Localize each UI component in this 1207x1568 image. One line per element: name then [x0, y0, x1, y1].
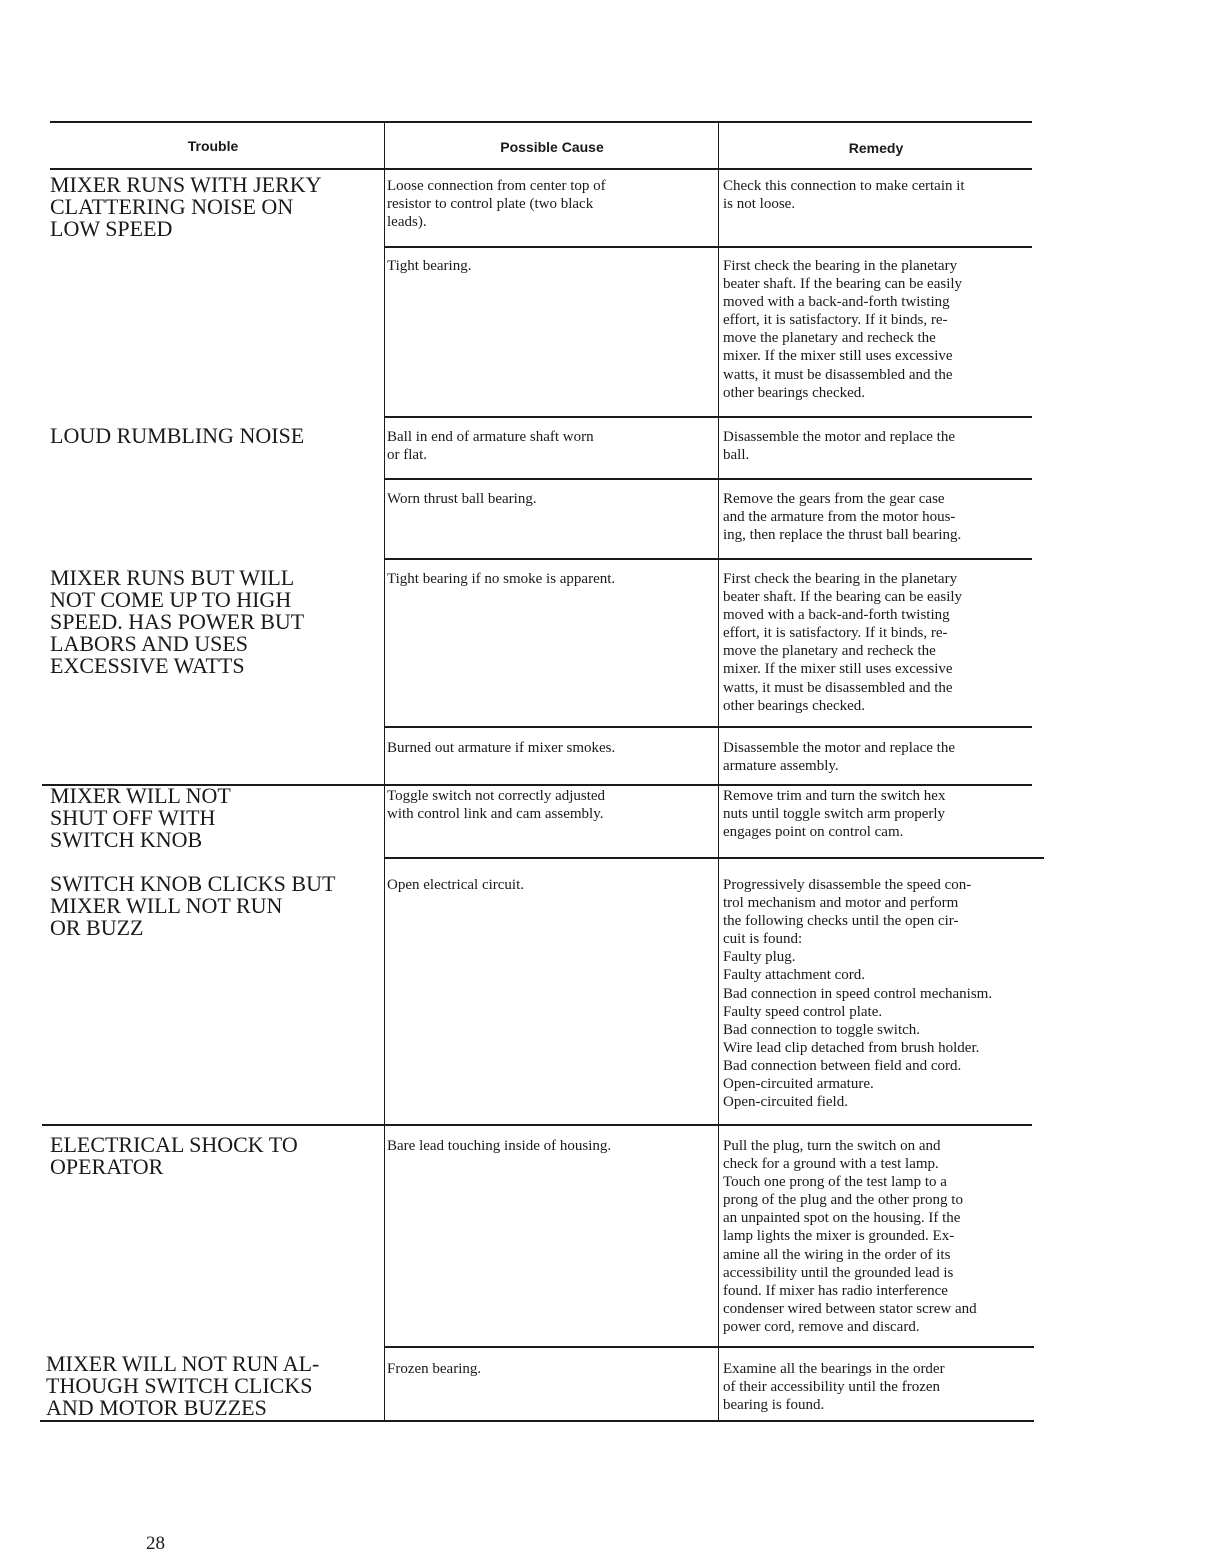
- cause-divider: [384, 726, 1032, 728]
- remedy-line: Faulty speed control plate.: [723, 1003, 883, 1020]
- table-top-rule: [50, 121, 1032, 123]
- remedy-line: Remove the gears from the gear case: [723, 491, 945, 507]
- row-divider: [384, 1346, 1034, 1348]
- remedy-line: move the planetary and recheck the: [723, 643, 936, 660]
- trouble-will-not-shut-off: [50, 785, 370, 851]
- remedy-line: found. If mixer has radio interference: [723, 1282, 948, 1299]
- trouble-jerky-clattering: [50, 174, 370, 240]
- cause-cell: [387, 1360, 712, 1378]
- remedy-cell: [723, 787, 1043, 841]
- trouble-line: EXCESSIVE WATTS: [50, 653, 245, 678]
- remedy-line: Bad connection to toggle switch.: [723, 1021, 921, 1038]
- remedy-line: Open-circuited field.: [723, 1094, 848, 1111]
- remedy-line: bearing is found.: [723, 1397, 825, 1414]
- remedy-line: Faulty attachment cord.: [723, 967, 866, 984]
- cause-line: Tight bearing if no smoke is apparent.: [387, 571, 616, 587]
- cause-line: Burned out armature if mixer smokes.: [387, 740, 616, 756]
- remedy-line: watts, it must be disassembled and the: [723, 366, 953, 383]
- remedy-line: Pull the plug, turn the switch on and: [723, 1138, 941, 1154]
- remedy-line: Disassemble the motor and replace the: [723, 429, 956, 445]
- column-divider-1: [384, 121, 385, 1421]
- remedy-line: an unpainted spot on the housing. If the: [723, 1210, 961, 1227]
- remedy-line: engages point on control cam.: [723, 824, 904, 841]
- trouble-line: MIXER WILL NOT RUN: [50, 893, 283, 918]
- cause-cell: [387, 177, 712, 231]
- remedy-line: First check the bearing in the planetary: [723, 571, 958, 587]
- header-bottom-rule: [50, 168, 1032, 170]
- trouble-line: MIXER RUNS BUT WILL: [50, 565, 295, 590]
- header-remedy: Remedy: [848, 140, 904, 156]
- remedy-cell: [723, 177, 1043, 213]
- trouble-line: MIXER RUNS WITH JERKY: [50, 172, 322, 197]
- trouble-line: NOT COME UP TO HIGH: [50, 587, 292, 612]
- cause-cell: [387, 1137, 712, 1155]
- cause-cell: [387, 257, 712, 275]
- row-divider: [384, 416, 1032, 418]
- trouble-line: LOUD RUMBLING NOISE: [50, 423, 305, 448]
- remedy-line: Touch one prong of the test lamp to a: [723, 1174, 947, 1191]
- remedy-cell: [723, 1137, 1043, 1336]
- remedy-line: power cord, remove and discard.: [723, 1318, 920, 1335]
- remedy-line: Disassemble the motor and replace the: [723, 740, 956, 756]
- trouble-line: THOUGH SWITCH CLICKS: [46, 1373, 313, 1398]
- trouble-will-not-run-buzzes: [46, 1353, 366, 1419]
- page-number: 28: [146, 1533, 165, 1554]
- remedy-line: ing, then replace the thrust ball bearing.: [723, 527, 962, 544]
- cause-line: Toggle switch not correctly adjusted: [387, 788, 606, 804]
- cause-line: with control link and cam assembly.: [387, 806, 604, 823]
- remedy-cell: [723, 1360, 1043, 1414]
- trouble-line: OR BUZZ: [50, 915, 144, 940]
- header-trouble: Trouble: [187, 138, 239, 154]
- remedy-line: Faulty plug.: [723, 949, 796, 966]
- trouble-line: CLATTERING NOISE ON: [50, 194, 294, 219]
- remedy-line: effort, it is satisfactory. If it binds, re-: [723, 312, 948, 329]
- trouble-loud-rumbling: [50, 425, 370, 447]
- cause-line: Tight bearing.: [387, 258, 472, 274]
- cause-cell: [387, 490, 712, 508]
- remedy-cell: [723, 490, 1043, 544]
- remedy-line: condenser wired between stator screw and: [723, 1300, 977, 1317]
- remedy-line: Examine all the bearings in the order: [723, 1361, 945, 1377]
- remedy-line: Wire lead clip detached from brush holder.: [723, 1039, 980, 1056]
- cause-line: Bare lead touching inside of housing.: [387, 1138, 612, 1154]
- remedy-line: moved with a back-and-forth twisting: [723, 294, 950, 311]
- cause-line: resistor to control plate (two black: [387, 196, 594, 213]
- remedy-line: First check the bearing in the planetary: [723, 258, 958, 274]
- remedy-line: Remove trim and turn the switch hex: [723, 788, 946, 804]
- remedy-cell: [723, 257, 1043, 402]
- remedy-line: ball.: [723, 447, 750, 464]
- trouble-electrical-shock: [50, 1134, 370, 1178]
- row-divider: [384, 857, 1044, 859]
- remedy-line: watts, it must be disassembled and the: [723, 679, 953, 696]
- column-divider-2: [718, 121, 719, 1421]
- remedy-line: prong of the plug and the other prong to: [723, 1192, 963, 1209]
- remedy-line: and the armature from the motor hous-: [723, 509, 956, 526]
- trouble-line: AND MOTOR BUZZES: [46, 1395, 267, 1420]
- cause-line: Ball in end of armature shaft worn: [387, 429, 594, 445]
- cause-cell: [387, 570, 712, 588]
- remedy-line: Open-circuited armature.: [723, 1076, 874, 1093]
- cause-cell: [387, 428, 712, 464]
- remedy-line: of their accessibility until the frozen: [723, 1379, 941, 1396]
- cause-line: leads).: [387, 214, 427, 231]
- trouble-line: SWITCH KNOB: [50, 827, 203, 852]
- cause-divider: [384, 246, 1032, 248]
- trouble-line: ELECTRICAL SHOCK TO: [50, 1132, 298, 1157]
- row-divider: [42, 1124, 1032, 1126]
- trouble-line: MIXER WILL NOT: [50, 783, 231, 808]
- remedy-line: accessibility until the grounded lead is: [723, 1264, 954, 1281]
- cause-line: Frozen bearing.: [387, 1361, 482, 1377]
- header-possible-cause: Possible Cause: [500, 139, 604, 155]
- remedy-cell: [723, 428, 1043, 464]
- remedy-line: nuts until toggle switch arm properly: [723, 806, 946, 823]
- remedy-line: armature assembly.: [723, 758, 839, 775]
- remedy-line: check for a ground with a test lamp.: [723, 1156, 939, 1173]
- trouble-runs-not-high-speed: [50, 567, 370, 677]
- table-bottom-rule: [40, 1420, 1034, 1422]
- remedy-cell: [723, 876, 1043, 1111]
- cause-cell: [387, 739, 712, 757]
- remedy-cell: [723, 739, 1043, 775]
- cause-cell: [387, 787, 712, 823]
- trouble-line: LABORS AND USES: [50, 631, 249, 656]
- remedy-line: mixer. If the mixer still uses excessive: [723, 348, 953, 365]
- cause-line: Open electrical circuit.: [387, 877, 525, 893]
- trouble-line: SPEED. HAS POWER BUT: [50, 609, 305, 634]
- remedy-line: Bad connection between field and cord.: [723, 1057, 962, 1074]
- cause-line: Loose connection from center top of: [387, 178, 606, 194]
- cause-line: Worn thrust ball bearing.: [387, 491, 537, 507]
- trouble-line: LOW SPEED: [50, 216, 173, 241]
- remedy-line: trol mechanism and motor and perform: [723, 895, 959, 912]
- remedy-line: the following checks until the open cir-: [723, 913, 959, 930]
- remedy-cell: [723, 570, 1043, 715]
- trouble-line: SWITCH KNOB CLICKS BUT: [50, 871, 336, 896]
- remedy-line: Check this connection to make certain it: [723, 178, 965, 194]
- cause-cell: [387, 876, 712, 894]
- remedy-line: other bearings checked.: [723, 384, 866, 401]
- trouble-line: OPERATOR: [50, 1154, 164, 1179]
- remedy-line: lamp lights the mixer is grounded. Ex-: [723, 1228, 955, 1245]
- remedy-line: beater shaft. If the bearing can be easily: [723, 589, 963, 606]
- remedy-line: cuit is found:: [723, 931, 803, 948]
- remedy-line: Bad connection in speed control mechanism.: [723, 985, 993, 1002]
- cause-line: or flat.: [387, 447, 427, 464]
- remedy-line: is not loose.: [723, 196, 796, 213]
- remedy-line: moved with a back-and-forth twisting: [723, 607, 950, 624]
- trouble-line: MIXER WILL NOT RUN AL-: [46, 1351, 320, 1376]
- remedy-line: other bearings checked.: [723, 697, 866, 714]
- remedy-line: effort, it is satisfactory. If it binds, re-: [723, 625, 948, 642]
- cause-divider: [384, 478, 1032, 480]
- trouble-clicks-no-run: [50, 873, 370, 939]
- remedy-line: move the planetary and recheck the: [723, 330, 936, 347]
- remedy-line: mixer. If the mixer still uses excessive: [723, 661, 953, 678]
- row-divider: [384, 558, 1032, 560]
- remedy-line: Progressively disassemble the speed con-: [723, 877, 972, 893]
- trouble-line: SHUT OFF WITH: [50, 805, 216, 830]
- remedy-line: amine all the wiring in the order of its: [723, 1246, 951, 1263]
- remedy-line: beater shaft. If the bearing can be easily: [723, 276, 963, 293]
